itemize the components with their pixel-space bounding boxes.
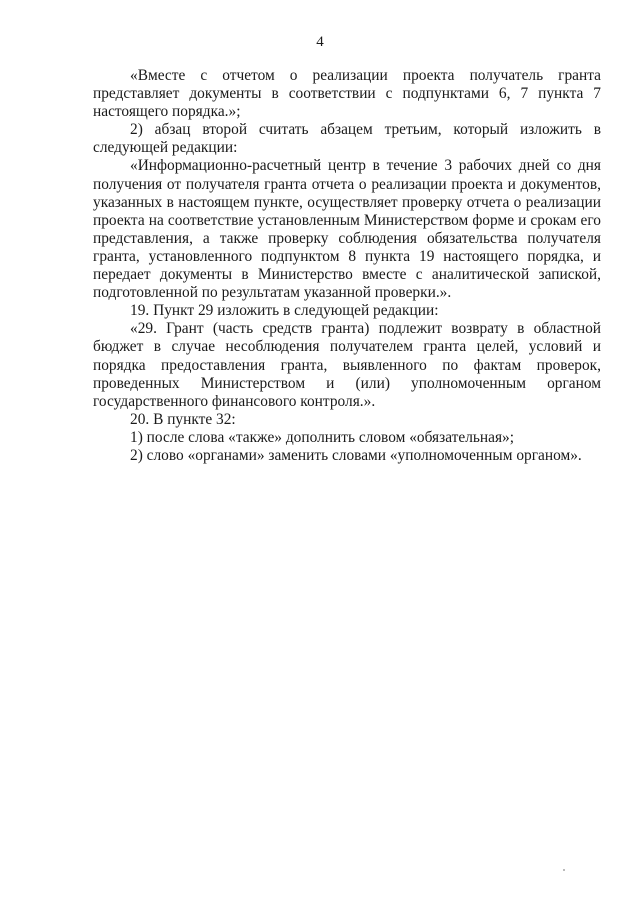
paragraph-item-19: 19. Пункт 29 изложить в следующей редакции: (130, 302, 439, 320)
paragraph-quote-29: «29. Грант (часть средств гранта) подлежит возврату в областной бюджет в случае несоблюдения получателем гранта целей, условий и порядка предоставления гранта, выявленного по фактам проверок, проведенных Министерством и (или) уполномоченным органом государственного финансового контроля.». (93, 320, 601, 410)
paragraph-quote-report: «Вместе с отчетом о реализации проекта получатель гранта представляет документы в соответствии с подпунктами 6, 7 пункта 7 настоящего порядка.»; (93, 67, 601, 121)
paragraph-item-2: 2) абзац второй считать абзацем третьим, который изложить в следующей редакции: (93, 121, 601, 157)
scan-artifact (563, 869, 565, 871)
paragraph-subitem-2: 2) слово «органами» заменить словами «уполномоченным органом». (130, 446, 582, 464)
paragraph-quote-info-center: «Информационно-расчетный центр в течение 3 рабочих дней со дня получения от получателя гранта отчета о реализации проекта и документов, указанных в настоящем пункте, осуществляет проверку отчета о реализации проекта на соответствие установленным Министерством форме и срокам его представления, а также проверку соблюдения обязательства получателя гранта, установленного подпунктом 8 пункта 19 настоящего порядка, и передает документы в Министерство вместе с аналитической запиской, подготовленной по результатам указанной проверки.». (93, 157, 601, 302)
paragraph-item-20: 20. В пункте 32: (130, 410, 236, 428)
paragraph-subitem-1: 1) после слова «также» дополнить словом «обязательная»; (130, 428, 515, 446)
page-number: 4 (316, 34, 324, 50)
document-body (93, 67, 601, 465)
